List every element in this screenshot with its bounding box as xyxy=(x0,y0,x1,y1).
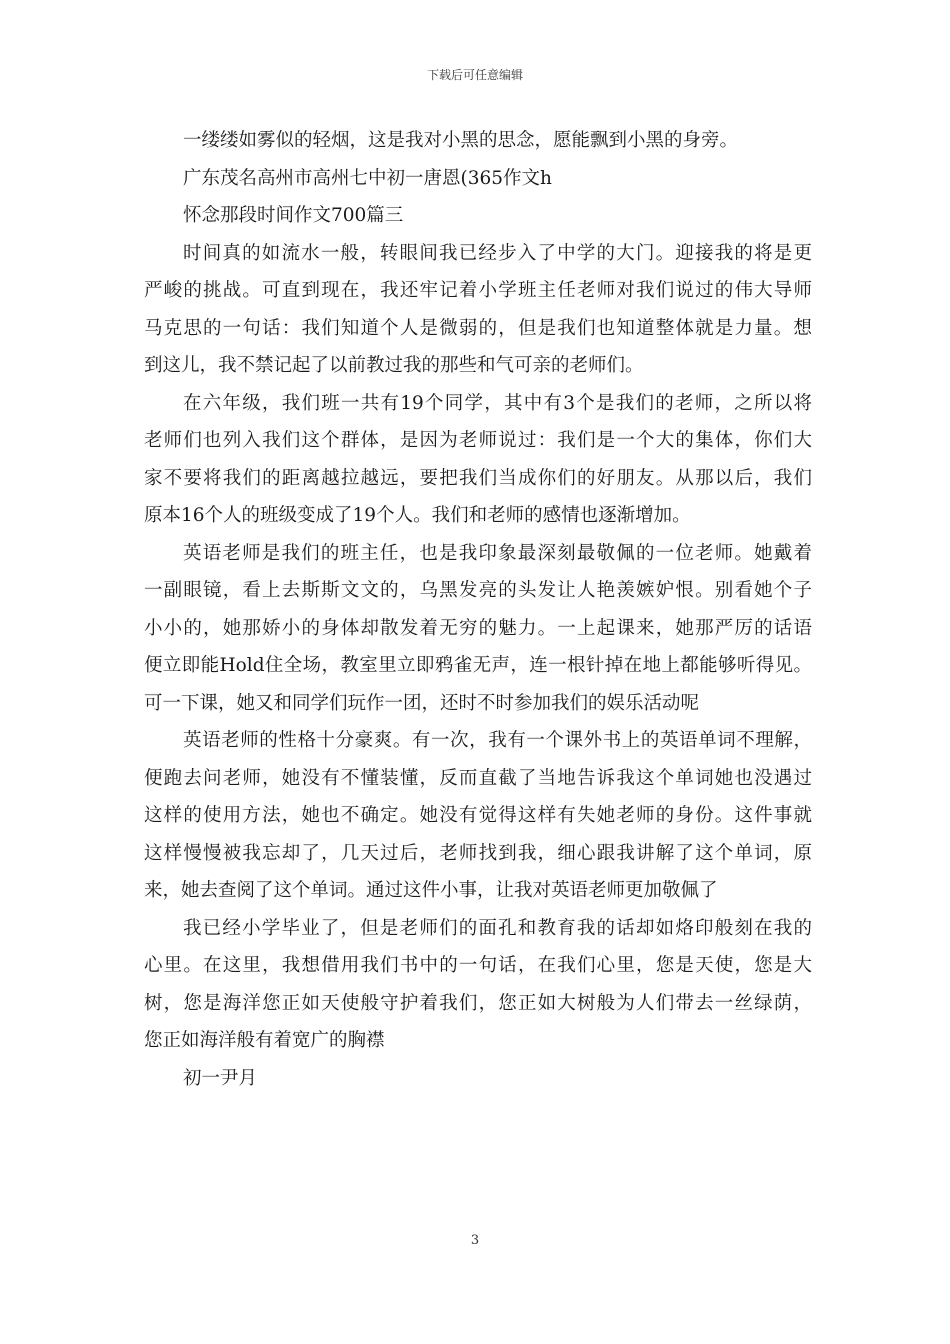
text-line: 家不要将我们的距离越拉越远，要把我们当成你们的好朋友。从那以后，我们 xyxy=(144,467,812,489)
text-line: 到这儿，我不禁记起了以前教过我的那些和气可亲的老师们。 xyxy=(144,355,644,376)
page-header: 下载后可任意编辑 xyxy=(426,68,523,82)
text-line: 时间真的如流水一般，转眼间我已经步入了中学的大门。迎接我的将是更 xyxy=(183,242,812,264)
text-line: 这样慢慢被我忘却了，几天过后，老师找到我，细心跟我讲解了这个单词，原 xyxy=(144,842,812,864)
text-line: 您正如海洋般有着宽广的胸襟 xyxy=(144,1030,385,1051)
text-line: 马克思的一句话：我们知道个人是微弱的，但是我们也知道整体就是力量。想 xyxy=(144,317,812,339)
text-line: 原本16个人的班级变成了19个人。我们和老师的感情也逐渐增加。 xyxy=(144,505,691,526)
text-line: 便跑去问老师，她没有不懂装懂，反而直截了当地告诉我这个单词她也没遇过 xyxy=(144,767,812,789)
text-line: 小小的，她那娇小的身体却散发着无穷的魅力。一上起课来，她那严厉的话语 xyxy=(144,617,812,639)
text-line: 初一尹月 xyxy=(183,1067,258,1089)
text-line: 我已经小学毕业了，但是老师们的面孔和教育我的话却如烙印般刻在我的 xyxy=(183,917,812,939)
text-line: 这样的使用方法，她也不确定。她没有觉得这样有失她老师的身份。这件事就 xyxy=(144,805,812,826)
text-line: 广东茂名高州市高州七中初一唐恩(365作文h xyxy=(183,167,552,189)
text-line: 心里。在这里，我想借用我们书中的一句话，在我们心里，您是天使，您是大 xyxy=(144,955,812,976)
text-line: 来，她去查阅了这个单词。通过这件小事，让我对英语老师更加敬佩了 xyxy=(144,880,718,901)
text-line: 可一下课，她又和同学们玩作一团，还时不时参加我们的娱乐活动呢 xyxy=(144,692,700,714)
text-line: 树，您是海洋您正如天使般守护着我们，您正如大树般为人们带去一丝绿荫， xyxy=(144,992,812,1014)
text-line: 一缕缕如雾似的轻烟，这是我对小黑的思念，愿能飘到小黑的身旁。 xyxy=(183,130,739,151)
text-line: 便立即能Hold住全场，教室里立即鸦雀无声，连一根针掉在地上都能够听得见。 xyxy=(144,655,812,676)
text-line: 严峻的挑战。可直到现在，我还牢记着小学班主任老师对我们说过的伟大导师 xyxy=(144,280,812,301)
text-line: 英语老师的性格十分豪爽。有一次，我有一个课外书上的英语单词不理解， xyxy=(183,730,812,751)
document-body xyxy=(144,122,812,1097)
text-line: 一副眼镜，看上去斯斯文文的，乌黑发亮的头发让人艳羡嫉妒恨。别看她个子 xyxy=(144,580,812,601)
text-line: 英语老师是我们的班主任，也是我印象最深刻最敬佩的一位老师。她戴着 xyxy=(183,542,812,564)
text-line: 怀念那段时间作文700篇三 xyxy=(183,205,404,226)
page-number: 3 xyxy=(470,1233,480,1248)
text-line: 老师们也列入我们这个群体，是因为老师说过：我们是一个大的集体，你们大 xyxy=(144,430,812,451)
text-line: 在六年级，我们班一共有19个同学，其中有3个是我们的老师，之所以将 xyxy=(183,392,812,414)
